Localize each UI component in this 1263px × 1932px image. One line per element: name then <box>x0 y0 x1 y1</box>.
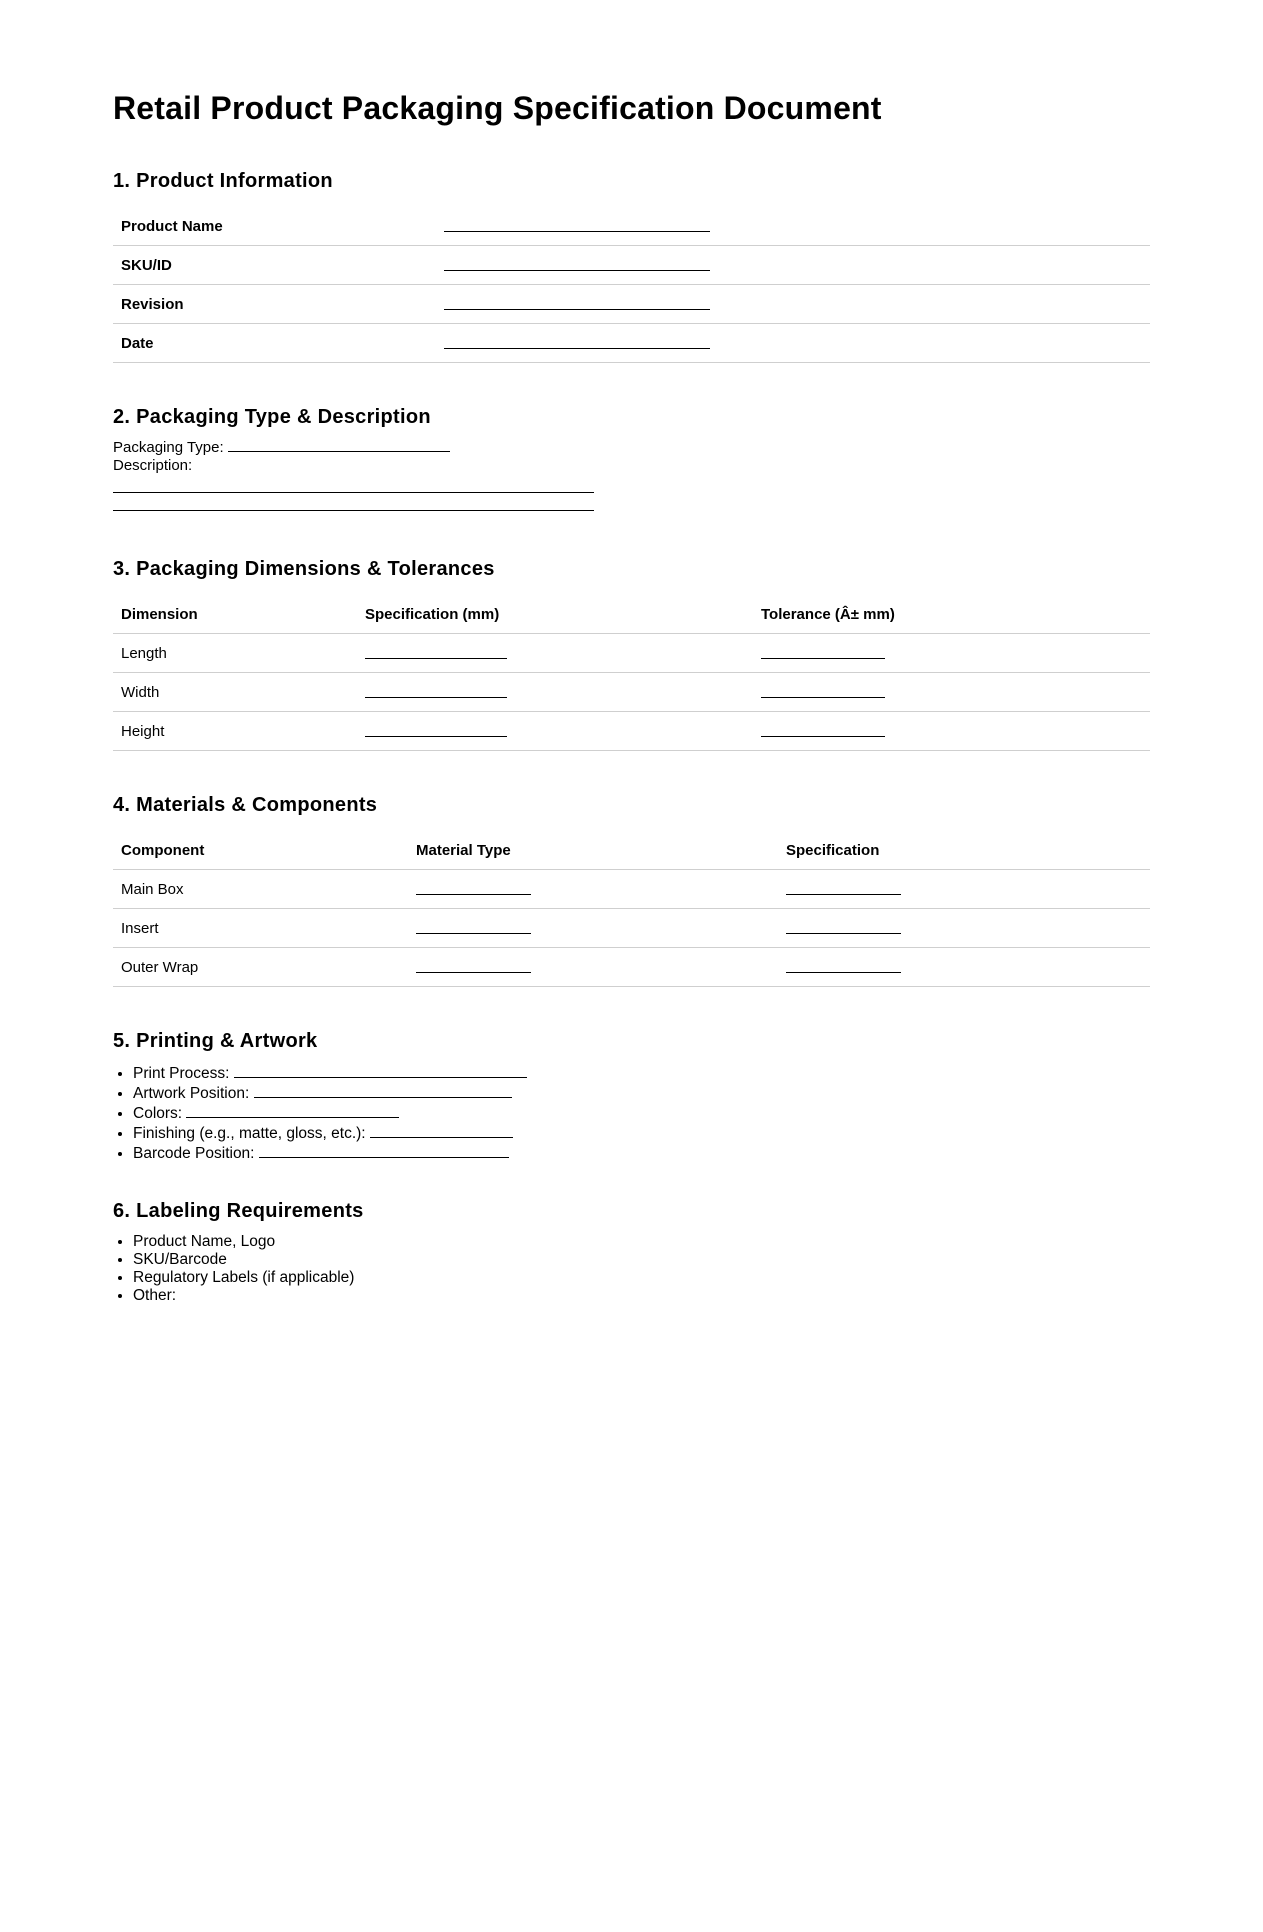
section-heading: 6. Labeling Requirements <box>113 1200 364 1222</box>
main-box-material-field[interactable] <box>408 870 778 909</box>
field-label: Date <box>113 324 436 363</box>
materials-table <box>113 831 1150 987</box>
description-line-1[interactable] <box>113 475 594 493</box>
column-header: Material Type <box>408 831 778 870</box>
table-row <box>113 948 1150 987</box>
section-dimensions <box>113 558 1150 751</box>
column-header: Specification <box>778 831 1150 870</box>
product-name-field[interactable] <box>436 207 1150 246</box>
outer-wrap-spec-field[interactable] <box>778 948 1150 987</box>
list-item: • Artwork Position: <box>133 1083 1150 1103</box>
barcode-position-field[interactable] <box>259 1143 509 1158</box>
width-spec-field[interactable] <box>357 673 753 712</box>
main-box-spec-field[interactable] <box>778 870 1150 909</box>
insert-spec-field[interactable] <box>778 909 1150 948</box>
description-line-2[interactable] <box>113 493 594 511</box>
section-materials <box>113 794 1150 987</box>
width-tolerance-field[interactable] <box>753 673 1150 712</box>
height-tolerance-field[interactable] <box>753 712 1150 751</box>
dimension-label: Length <box>113 634 357 673</box>
labeling-list <box>113 1233 1150 1300</box>
printing-list <box>113 1063 1150 1163</box>
page-title: Retail Product Packaging Specification Document <box>113 90 882 126</box>
component-label: Main Box <box>113 870 408 909</box>
list-item: • Product Name, Logo <box>133 1233 1150 1251</box>
list-item: • Other: <box>133 1287 1150 1300</box>
height-spec-field[interactable] <box>357 712 753 751</box>
section-labeling <box>113 1200 1150 1300</box>
section-packaging-type <box>113 406 1150 511</box>
field-label: Revision <box>113 285 436 324</box>
table-row <box>113 207 1150 246</box>
finishing-field[interactable] <box>370 1123 513 1138</box>
product-info-table <box>113 207 1150 363</box>
table-row <box>113 285 1150 324</box>
list-item: • SKU/Barcode <box>133 1251 1150 1269</box>
description-label: Description: <box>113 457 193 474</box>
length-spec-field[interactable] <box>357 634 753 673</box>
table-row <box>113 673 1150 712</box>
table-row <box>113 870 1150 909</box>
column-header: Dimension <box>113 595 357 634</box>
artwork-position-field[interactable] <box>254 1083 512 1098</box>
table-row <box>113 712 1150 751</box>
revision-field[interactable] <box>436 285 1150 324</box>
section-heading: 4. Materials & Components <box>113 794 378 816</box>
field-label: Product Name <box>113 207 436 246</box>
dimension-label: Height <box>113 712 357 751</box>
colors-field[interactable] <box>186 1103 399 1118</box>
section-printing-artwork <box>113 1030 1150 1163</box>
list-item: • Barcode Position: <box>133 1143 1150 1163</box>
table-header-row <box>113 595 1150 634</box>
list-item: • Colors: <box>133 1103 1150 1123</box>
packaging-type-label: Packaging Type: <box>113 439 224 456</box>
insert-material-field[interactable] <box>408 909 778 948</box>
list-item: • Regulatory Labels (if applicable) <box>133 1269 1150 1287</box>
dimensions-table <box>113 595 1150 751</box>
outer-wrap-material-field[interactable] <box>408 948 778 987</box>
length-tolerance-field[interactable] <box>753 634 1150 673</box>
date-field[interactable] <box>436 324 1150 363</box>
list-item: • Finishing (e.g., matte, gloss, etc.): <box>133 1123 1150 1143</box>
table-header-row <box>113 831 1150 870</box>
table-row <box>113 909 1150 948</box>
component-label: Insert <box>113 909 408 948</box>
section-heading: 2. Packaging Type & Description <box>113 406 431 428</box>
table-row <box>113 634 1150 673</box>
section-product-information <box>113 170 1150 363</box>
section-heading: 5. Printing & Artwork <box>113 1030 318 1052</box>
field-label: SKU/ID <box>113 246 436 285</box>
table-row <box>113 324 1150 363</box>
column-header: Component <box>113 831 408 870</box>
column-header: Specification (mm) <box>357 595 753 634</box>
column-header: Tolerance (Â± mm) <box>753 595 1150 634</box>
packaging-type-field[interactable] <box>228 437 450 452</box>
sku-id-field[interactable] <box>436 246 1150 285</box>
print-process-field[interactable] <box>234 1063 527 1078</box>
component-label: Outer Wrap <box>113 948 408 987</box>
section-heading: 3. Packaging Dimensions & Tolerances <box>113 558 495 580</box>
dimension-label: Width <box>113 673 357 712</box>
packaging-type-block <box>113 437 1150 511</box>
section-heading: 1. Product Information <box>113 170 333 192</box>
list-item: • Print Process: <box>133 1063 1150 1083</box>
table-row <box>113 246 1150 285</box>
